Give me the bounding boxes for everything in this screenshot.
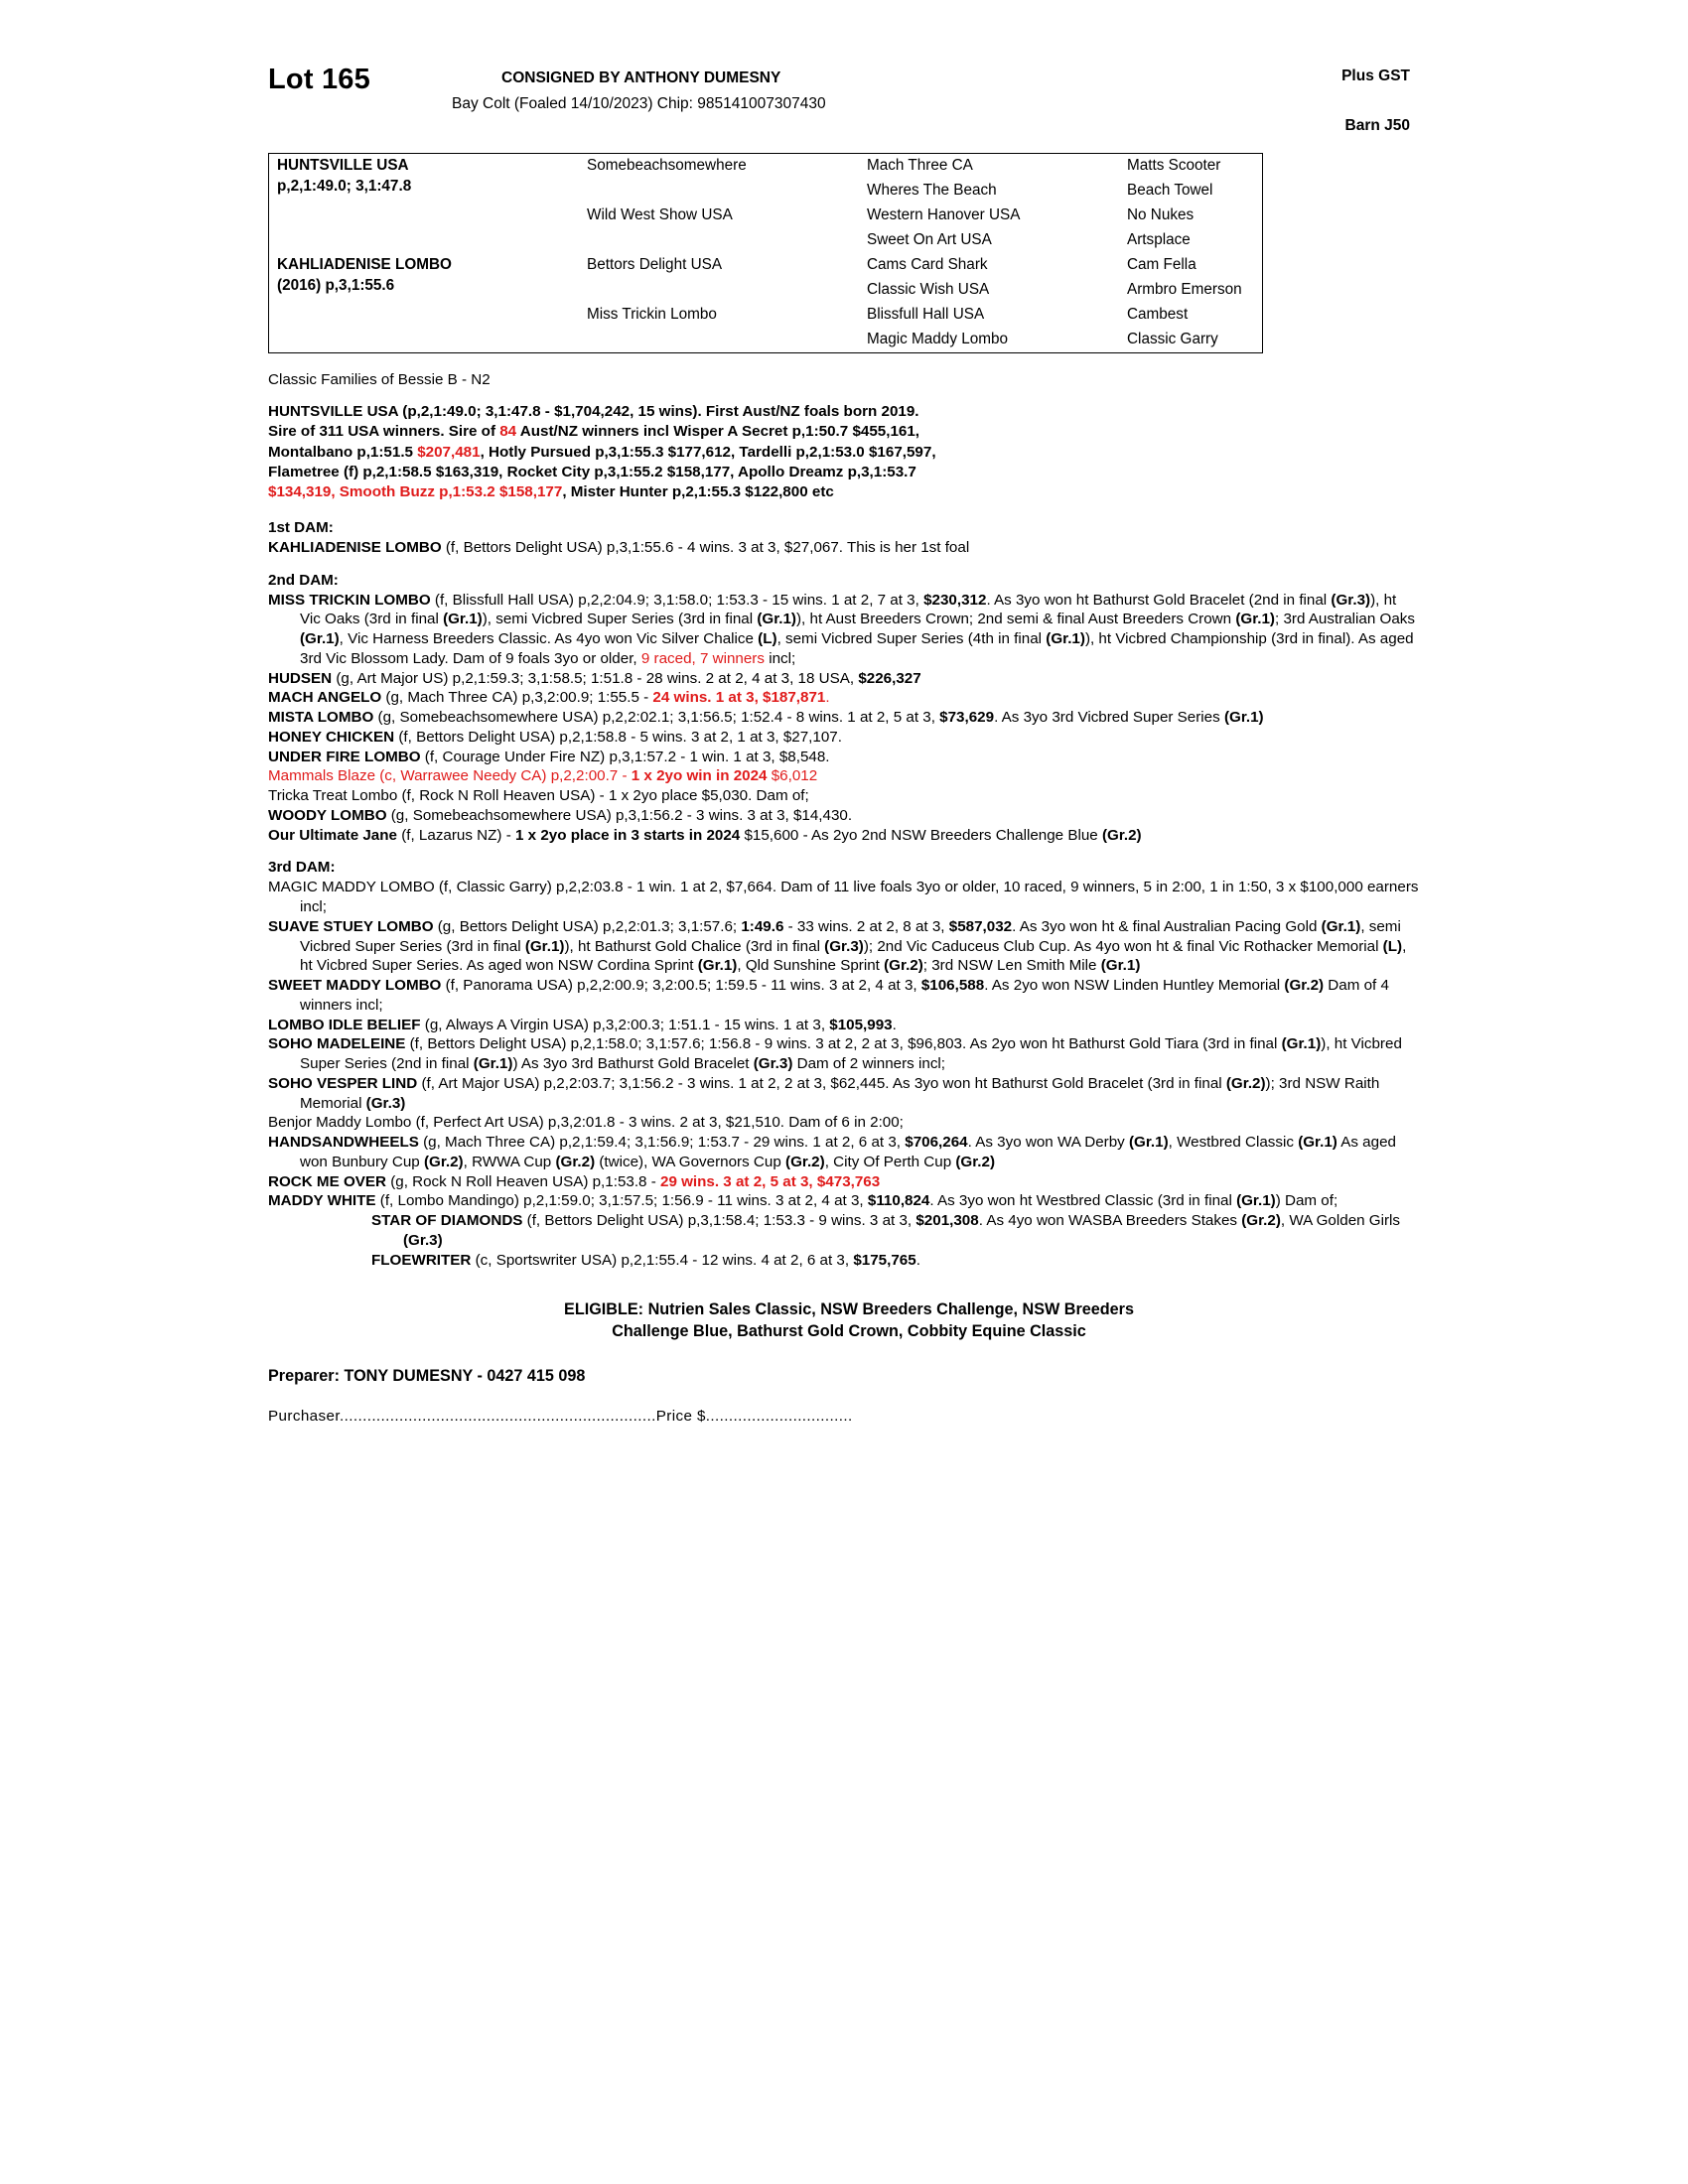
- earnings: $706,264: [905, 1134, 968, 1152]
- t: , Westbred Classic: [1168, 1134, 1299, 1152]
- progeny-name: Mammals Blaze (c, Warrawee Needy CA) p,2,2:00.7 -: [268, 767, 632, 785]
- progeny-name: MACH ANGELO: [268, 689, 382, 707]
- t: (f, Panorama USA) p,2,2:00.9; 3,2:00.5; 1:59.5 - 11 wins. 3 at 2, 4 at 3,: [441, 977, 921, 995]
- sire-line-1: HUNTSVILLE USA (p,2,1:49.0; 3,1:47.8 - $1,704,242, 15 wins). First Aust/NZ foals born 2019.: [268, 403, 919, 420]
- progeny-name: HANDSANDWHEELS: [268, 1134, 419, 1152]
- t: (f, Courage Under Fire NZ) p,3,1:57.2 - 1 win. 1 at 3, $8,548.: [420, 748, 830, 765]
- ped-g4: Classic Garry: [1127, 331, 1218, 347]
- list-item: [268, 1016, 1420, 1035]
- t: . As 3yo 3rd Vicbred Super Series: [994, 709, 1224, 727]
- grade: (Gr.3): [753, 1055, 793, 1073]
- t: ), ht Vicbred Super Series (2nd in final: [300, 1035, 1402, 1073]
- t: ), ht Vicbred Championship (3rd in final). As aged 3rd Vic Blossom Lady. Dam of 9 foals 3yo or older,: [300, 630, 1414, 667]
- t: . As 3yo won WA Derby: [967, 1134, 1129, 1152]
- list-item: [268, 917, 1420, 976]
- ped-g4: Artsplace: [1127, 231, 1191, 248]
- t: , RWWA Cup: [463, 1153, 556, 1170]
- ped-g3: Mach Three CA: [867, 157, 973, 174]
- t: ), semi Vicbred Super Series (3rd in final: [482, 611, 758, 628]
- t: (f, Bettors Delight USA) p,2,1:58.0; 3,1:57.6; 1:56.8 - 9 wins. 3 at 2, 2 at 3, $96,803. As 2yo won ht Bathurst Gold Tiara (3rd in final: [405, 1035, 1282, 1053]
- t: (f, Lazarus NZ) -: [396, 826, 515, 844]
- grade: (Gr.3): [1331, 591, 1371, 609]
- sire-name: HUNTSVILLE USA: [277, 157, 409, 174]
- first-dam-text: (f, Bettors Delight USA) p,3,1:55.6 - 4 wins. 3 at 3, $27,067. This is her 1st foal: [441, 538, 970, 556]
- t: . As 3yo won ht Bathurst Gold Bracelet (2nd in final: [986, 591, 1332, 609]
- list-item: [268, 1074, 1420, 1114]
- ped-g2: Miss Trickin Lombo: [587, 306, 717, 323]
- grade: (Gr.2): [955, 1153, 996, 1170]
- grade: (Gr.2): [884, 957, 923, 975]
- t: Dam of 2 winners incl;: [792, 1055, 946, 1073]
- list-item: [268, 748, 1420, 767]
- t: $15,600 - As 2yo 2nd NSW Breeders Challenge Blue: [740, 826, 1102, 844]
- progeny-name: SOHO VESPER LIND: [268, 1074, 418, 1092]
- t: (g, Always A Virgin USA) p,3,2:00.3; 1:51.1 - 15 wins. 1 at 3,: [420, 1016, 830, 1033]
- list-item: [371, 1211, 1420, 1251]
- first-dam-name: KAHLIADENISE LOMBO: [268, 538, 442, 556]
- grade: (Gr.1): [1321, 917, 1361, 935]
- t: (c, Sportswriter USA) p,2,1:55.4 - 12 wins. 4 at 2, 6 at 3,: [471, 1251, 854, 1269]
- grade: (Gr.2): [1101, 826, 1142, 844]
- classic-families-line: Classic Families of Bessie B - N2: [268, 371, 491, 388]
- ped-g2: Wild West Show USA: [587, 206, 733, 223]
- sire-line-3b: , Hotly Pursued p,3,1:55.3 $177,612, Tardelli p,2,1:53.0 $167,597,: [480, 443, 936, 461]
- ped-g3: Cams Card Shark: [867, 256, 988, 273]
- ped-g4: Matts Scooter: [1127, 157, 1221, 174]
- table-row: [269, 303, 1330, 328]
- first-dam-entry: [268, 538, 1420, 558]
- grade: (Gr.3): [403, 1231, 443, 1249]
- purchaser-price-line: Purchaser.....................................................................Price $................................: [268, 1408, 853, 1426]
- t: - 33 wins. 2 at 2, 8 at 3,: [783, 917, 949, 935]
- t: .: [825, 689, 830, 707]
- t: incl;: [764, 649, 796, 667]
- second-dam-entry: [268, 591, 1420, 669]
- t: , Vic Harness Breeders Classic. As 4yo won Vic Silver Chalice: [339, 630, 759, 648]
- earnings: $110,824: [867, 1192, 930, 1210]
- dam-cell: [269, 253, 579, 303]
- highlight-stat: 29 wins. 3 at 2, 5 at 3, $473,763: [660, 1172, 881, 1190]
- t: ); 3rd NSW Raith Memorial: [300, 1074, 1380, 1112]
- sire-winners-count: 84: [499, 423, 517, 441]
- grade: (Gr.1): [1100, 957, 1141, 975]
- t: (g, Mach Three CA) p,3,2:00.9; 1:55.5 -: [381, 689, 653, 707]
- t: , Qld Sunshine Sprint: [737, 957, 885, 975]
- earnings: $226,327: [858, 669, 921, 687]
- grade: (L): [1382, 937, 1403, 955]
- third-dam-name: MAGIC MADDY LOMBO: [268, 879, 435, 896]
- dam-spacer: [269, 303, 579, 352]
- t: . As 4yo won WASBA Breeders Stakes: [978, 1212, 1242, 1230]
- grade: (Gr.1): [1128, 1134, 1169, 1152]
- earnings: $230,312: [923, 591, 987, 609]
- list-item: [371, 1251, 1420, 1271]
- grade: (Gr.1): [524, 937, 565, 955]
- t: . As 2yo won NSW Linden Huntley Memorial: [984, 977, 1285, 995]
- grade: (Gr.2): [423, 1153, 464, 1170]
- list-item: [268, 728, 1420, 748]
- earnings: $201,308: [915, 1212, 979, 1230]
- highlight-stat: 1 x 2yo win in 2024: [631, 767, 768, 785]
- second-dam-name: MISS TRICKIN LOMBO: [268, 591, 431, 609]
- pedigree-table: [268, 153, 1263, 353]
- list-item: [268, 708, 1420, 728]
- grade: (Gr.1): [1046, 630, 1085, 648]
- grade: (Gr.1): [757, 611, 796, 628]
- sire-spacer: [269, 204, 579, 253]
- t: , City Of Perth Cup: [824, 1153, 956, 1170]
- list-item: [268, 1034, 1420, 1074]
- ped-g4: Cam Fella: [1127, 256, 1196, 273]
- progeny-name: SUAVE STUEY LOMBO: [268, 917, 434, 935]
- t: , WA Golden Girls: [1280, 1212, 1401, 1230]
- ped-g4: No Nukes: [1127, 206, 1195, 223]
- list-item: [268, 826, 1420, 846]
- table-row: [269, 253, 1330, 278]
- t: (g, Art Major US) p,2,1:59.3; 3,1:58.5; 1:51.8 - 28 wins. 2 at 2, 4 at 3, 18 USA,: [332, 669, 859, 687]
- ped-g4: Armbro Emerson: [1127, 281, 1242, 298]
- t: (g, Rock N Roll Heaven USA) p,1:53.8 -: [385, 1172, 660, 1190]
- grade: (Gr.1): [300, 630, 340, 648]
- t: ), ht Aust Breeders Crown; 2nd semi & final Aust Breeders Crown: [796, 611, 1236, 628]
- ped-g3: Magic Maddy Lombo: [867, 331, 1008, 347]
- grade: (Gr.1): [1298, 1134, 1337, 1152]
- t: ); 2nd Vic Caduceus Club Cup. As 4yo won ht & final Vic Rothacker Memorial: [863, 937, 1383, 955]
- highlight-stat: 1 x 2yo place in 3 starts in 2024: [514, 826, 741, 844]
- third-dam-heading: 3rd DAM:: [268, 859, 336, 877]
- t: (g, Mach Three CA) p,2,1:59.4; 3,1:56.9; 1:53.7 - 29 wins. 1 at 2, 6 at 3,: [418, 1134, 906, 1152]
- t: (f, Bettors Delight USA) p,3,1:58.4; 1:53.3 - 9 wins. 3 at 3,: [522, 1212, 916, 1230]
- t: .: [892, 1016, 897, 1033]
- barn-label: Barn J50: [1344, 117, 1410, 134]
- grade: (Gr.2): [555, 1153, 596, 1170]
- grade: (Gr.2): [1225, 1074, 1266, 1092]
- t: , semi Vicbred Super Series (4th in final: [776, 630, 1047, 648]
- consignor-line: CONSIGNED BY ANTHONY DUMESNY: [501, 69, 781, 86]
- progeny-name: WOODY LOMBO: [268, 806, 387, 824]
- ped-g2: [579, 228, 859, 253]
- ped-g3: Wheres The Beach: [867, 182, 997, 199]
- sire-montalbano-earnings: $207,481: [417, 443, 481, 461]
- grade: (Gr.2): [1284, 977, 1325, 995]
- sire-line-3a: Montalbano p,1:51.5: [268, 443, 418, 461]
- list-item: [268, 976, 1420, 1016]
- grade: (Gr.1): [473, 1055, 513, 1073]
- earnings: $73,629: [939, 709, 995, 727]
- grade: (Gr.2): [785, 1153, 825, 1170]
- catalogue-sheet: [268, 40, 1420, 1425]
- ped-g2: [579, 328, 859, 352]
- t: (g, Somebeachsomewhere USA) p,3,1:56.2 - 3 wins. 3 at 3, $14,430.: [386, 806, 853, 824]
- t: ) Dam of;: [1275, 1192, 1338, 1210]
- eligible-line-1: ELIGIBLE: Nutrien Sales Classic, NSW Breeders Challenge, NSW Breeders: [564, 1300, 1134, 1319]
- list-item: [268, 766, 1420, 786]
- sire-cell: [269, 154, 579, 204]
- t: , ht Vicbred Super Series. As aged won NSW Cordina Sprint: [300, 937, 1407, 975]
- list-item: [268, 1172, 1420, 1192]
- dam-name: KAHLIADENISE LOMBO: [277, 256, 452, 273]
- grade: (Gr.3): [365, 1094, 406, 1112]
- eligible-line-2: Challenge Blue, Bathurst Gold Crown, Cobbity Equine Classic: [612, 1322, 1086, 1341]
- sire-record: p,2,1:49.0; 3,1:47.8: [277, 177, 412, 195]
- record-time: 1:49.6: [741, 917, 784, 935]
- grade: (Gr.1): [1281, 1035, 1322, 1053]
- second-dam-heading: 2nd DAM:: [268, 571, 339, 589]
- preparer-line: Preparer: TONY DUMESNY - 0427 415 098: [268, 1367, 586, 1386]
- list-item: Tricka Treat Lombo (f, Rock N Roll Heaven USA) - 1 x 2yo place $5,030. Dam of;: [268, 787, 809, 805]
- grade: (Gr.2): [1241, 1212, 1281, 1230]
- lot-number: Lot 165: [268, 64, 370, 95]
- progeny-name: LOMBO IDLE BELIEF: [268, 1016, 421, 1033]
- grade: (Gr.1): [1235, 611, 1275, 628]
- progeny-name: SWEET MADDY LOMBO: [268, 977, 442, 995]
- ped-g4: Beach Towel: [1127, 182, 1213, 199]
- dam-record: (2016) p,3,1:55.6: [277, 276, 395, 294]
- table-row: [269, 204, 1330, 228]
- grade: (Gr.1): [1236, 1192, 1276, 1210]
- ped-g3: Sweet On Art USA: [867, 231, 992, 248]
- raced-winners-note: 9 raced, 7 winners: [640, 649, 765, 667]
- t: (g, Bettors Delight USA) p,2,2:01.3; 3,1:57.6;: [433, 917, 742, 935]
- first-dam-heading: 1st DAM:: [268, 518, 334, 536]
- t: (f, Art Major USA) p,2,2:03.7; 3,1:56.2 - 3 wins. 1 at 2, 2 at 3, $62,445. As 3yo won ht Bathurst Gold Bracelet (3rd in final: [417, 1074, 1226, 1092]
- t: , semi Vicbred Super Series (3rd in final: [300, 917, 1401, 955]
- ped-g2: [579, 278, 859, 303]
- progeny-name: Our Ultimate Jane: [268, 826, 397, 844]
- grade: (Gr.1): [443, 611, 483, 628]
- ped-g3: Blissfull Hall USA: [867, 306, 985, 323]
- page-header: [268, 54, 1420, 149]
- grade: (Gr.1): [1223, 709, 1264, 727]
- list-item: [268, 688, 1420, 708]
- grade: (Gr.3): [824, 937, 864, 955]
- sire-line-4: Flametree (f) p,2,1:58.5 $163,319, Rocket City p,3,1:55.2 $158,177, Apollo Dreamz p,3,1:53.7: [268, 464, 916, 481]
- t: (f, Blissfull Hall USA) p,2,2:04.9; 3,1:58.0; 1:53.3 - 15 wins. 1 at 2, 7 at 3,: [430, 591, 924, 609]
- sire-line-2a: Sire of 311 USA winners. Sire of: [268, 423, 500, 441]
- list-item: [268, 1133, 1420, 1172]
- t: .: [915, 1251, 920, 1269]
- t: (f, Classic Garry) p,2,2:03.8 - 1 win. 1 at 2, $7,664. Dam of 11 live foals 3yo or older, 10 raced, 9 winners, 5 in 2:00, 1 in 1:50, 3 x $100,000 earners incl;: [300, 879, 1419, 916]
- earnings: $106,588: [920, 977, 985, 995]
- grade: (L): [758, 630, 777, 648]
- progeny-name: STAR OF DIAMONDS: [371, 1212, 523, 1230]
- sire-production-block: [268, 402, 1420, 503]
- list-item: Benjor Maddy Lombo (f, Perfect Art USA) p,3,2:01.8 - 3 wins. 2 at 3, $21,510. Dam of 6 in 2:00;: [268, 1114, 904, 1132]
- list-item: [268, 1191, 1420, 1211]
- list-item: [268, 806, 1420, 826]
- plus-gst-label: Plus GST: [1341, 68, 1410, 84]
- highlight-stat: 24 wins. 1 at 3, $187,871: [652, 689, 826, 707]
- t: (f, Bettors Delight USA) p,2,1:58.8 - 5 wins. 3 at 2, 1 at 3, $27,107.: [394, 728, 842, 746]
- progeny-name: MADDY WHITE: [268, 1192, 376, 1210]
- horse-description: Bay Colt (Foaled 14/10/2023) Chip: 985141007307430: [452, 95, 826, 112]
- t: ; 3rd NSW Len Smith Mile: [922, 957, 1101, 975]
- sire-line-5b: , Mister Hunter p,2,1:55.3 $122,800 etc: [562, 483, 834, 501]
- t: $6,012: [767, 767, 818, 785]
- ped-g3: Western Hanover USA: [867, 206, 1021, 223]
- ped-g2: Bettors Delight USA: [587, 256, 723, 273]
- third-dam-entry: [268, 878, 1420, 917]
- t: . As 3yo won ht Westbred Classic (3rd in final: [929, 1192, 1237, 1210]
- t: As aged won Bunbury Cup: [300, 1134, 1396, 1170]
- t: (f, Lombo Mandingo) p,2,1:59.0; 3,1:57.5; 1:56.9 - 11 wins. 3 at 2, 4 at 3,: [375, 1192, 868, 1210]
- eligible-block: [268, 1299, 1420, 1343]
- grade: (Gr.1): [697, 957, 738, 975]
- t: ), ht Vic Oaks (3rd in final: [300, 591, 1397, 628]
- sire-line-5-red: $134,319, Smooth Buzz p,1:53.2 $158,177: [268, 483, 563, 501]
- ped-g2: [579, 179, 859, 204]
- t: ) As 3yo 3rd Bathurst Gold Bracelet: [512, 1055, 754, 1073]
- earnings: $587,032: [948, 917, 1013, 935]
- t: ), ht Bathurst Gold Chalice (3rd in final: [564, 937, 825, 955]
- earnings: $105,993: [829, 1016, 893, 1033]
- sire-line-2b: Aust/NZ winners incl Wisper A Secret p,1:50.7 $455,161,: [516, 423, 920, 441]
- progeny-name: HUDSEN: [268, 669, 333, 687]
- progeny-name: HONEY CHICKEN: [268, 728, 395, 746]
- t: Dam of 4 winners incl;: [300, 977, 1389, 1014]
- progeny-name: SOHO MADELEINE: [268, 1035, 406, 1053]
- table-row: [269, 154, 1330, 179]
- progeny-name: ROCK ME OVER: [268, 1172, 386, 1190]
- earnings: $175,765: [853, 1251, 916, 1269]
- ped-g3: Classic Wish USA: [867, 281, 990, 298]
- progeny-name: FLOEWRITER: [371, 1251, 472, 1269]
- ped-g2: Somebeachsomewhere: [587, 157, 747, 174]
- t: . As 3yo won ht & final Australian Pacing Gold: [1012, 917, 1322, 935]
- t: (g, Somebeachsomewhere USA) p,2,2:02.1; 3,1:56.5; 1:52.4 - 8 wins. 1 at 2, 5 at 3,: [373, 709, 940, 727]
- t: ; 3rd Australian Oaks: [1275, 611, 1415, 628]
- t: (twice), WA Governors Cup: [595, 1153, 786, 1170]
- ped-g4: Cambest: [1127, 306, 1189, 323]
- list-item: [268, 669, 1420, 689]
- progeny-name: MISTA LOMBO: [268, 709, 374, 727]
- progeny-name: UNDER FIRE LOMBO: [268, 748, 421, 765]
